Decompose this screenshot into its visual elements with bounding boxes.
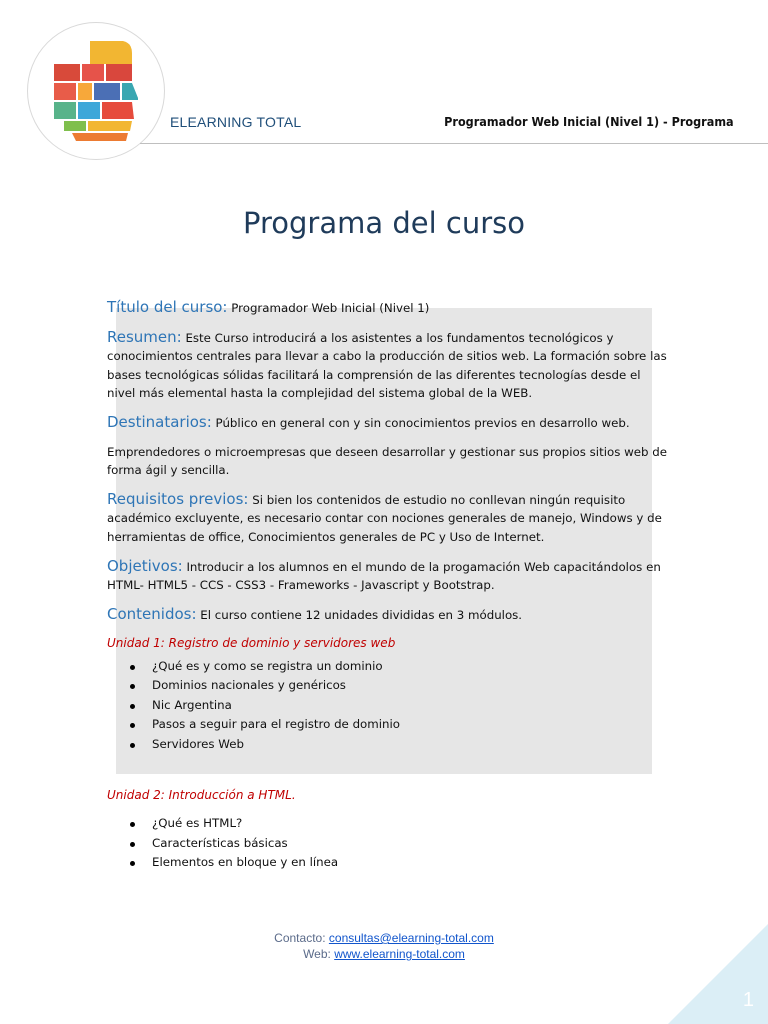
contact-email-link[interactable]: consultas@elearning-total.com — [328, 931, 494, 945]
list-item: ¿Qué es y como se registra un dominio — [152, 657, 667, 677]
web-line — [0, 946, 768, 962]
section-destinatarios — [107, 413, 667, 433]
logo — [27, 22, 165, 160]
unit-2-list — [107, 814, 667, 873]
contact-label: Contacto: — [274, 931, 326, 945]
web-url-link[interactable]: www.elearning-total.com — [334, 947, 465, 961]
section-text: Introducir a los alumnos en el mundo de la progamación Web capacitándolos en HTML- HTML5 - CCS - CSS3 - Frameworks - Javascript y Bootstrap. — [107, 559, 661, 593]
header-divider — [140, 143, 768, 144]
page-title: Programa del curso — [243, 206, 525, 240]
section-label: Requisitos previos: — [107, 489, 249, 508]
list-item: Dominios nacionales y genéricos — [152, 676, 667, 696]
list-item: Pasos a seguir para el registro de dominio — [152, 715, 667, 735]
list-item: Nic Argentina — [152, 696, 667, 716]
section-label: Objetivos: — [107, 556, 183, 575]
contact-line — [0, 930, 768, 946]
section-resumen — [107, 328, 667, 403]
section-contenidos — [107, 605, 667, 625]
page-number: 1 — [742, 989, 754, 1011]
section-text: El curso contiene 12 unidades divididas en 3 módulos. — [200, 607, 523, 622]
section-label: Contenidos: — [107, 604, 197, 623]
unit-1-list — [107, 657, 667, 755]
section-text: Si bien los contenidos de estudio no conllevan ningún requisito académico excluyente, es necesario contar con nociones generales de manejo, Windows y de herramientas de office, Conocimientos generales de PC y Uso de Internet. — [107, 492, 662, 544]
web-label: Web: — [303, 947, 331, 961]
unit-title: Unidad 2: Introducción a HTML. — [107, 788, 296, 803]
list-item: ¿Qué es HTML? — [152, 814, 667, 834]
section-text: Este Curso introducirá a los asistentes a los fundamentos tecnológicos y conocimientos centrales para llevar a cabo la producción de sitios web. La formación sobre las bases tecnológicas sólidas facilitará la comprensión de las diferentes tecnologías desde el nivel más elemental hasta la complejidad del sistema global de la WEB. — [107, 330, 667, 401]
course-content — [107, 298, 667, 873]
section-label: Resumen: — [107, 327, 182, 346]
section-text: Público en general con y sin conocimientos previos en desarrollo web. — [215, 415, 630, 430]
section-text: Programador Web Inicial (Nivel 1) — [231, 301, 430, 315]
head-mosaic-logo-icon — [28, 23, 164, 159]
section-objetivos — [107, 557, 667, 595]
list-item: Características básicas — [152, 834, 667, 854]
section-label: Destinatarios: — [107, 412, 212, 431]
list-item: Elementos en bloque y en línea — [152, 853, 667, 873]
unit-title: Unidad 1: Registro de dominio y servidores web — [107, 636, 396, 651]
section-titulo — [107, 298, 667, 318]
brand-name: ELEARNING TOTAL — [170, 114, 302, 130]
header-course-title: Programador Web Inicial (Nivel 1) - Programa — [444, 114, 734, 129]
section-requisitos — [107, 490, 667, 547]
list-item: Servidores Web — [152, 735, 667, 755]
section-label: Título del curso: — [107, 298, 228, 316]
footer-contact — [0, 930, 768, 962]
section-destinatarios-extra: Emprendedores o microempresas que deseen desarrollar y gestionar sus propios sitios web de forma ágil y sencilla. — [107, 444, 667, 478]
